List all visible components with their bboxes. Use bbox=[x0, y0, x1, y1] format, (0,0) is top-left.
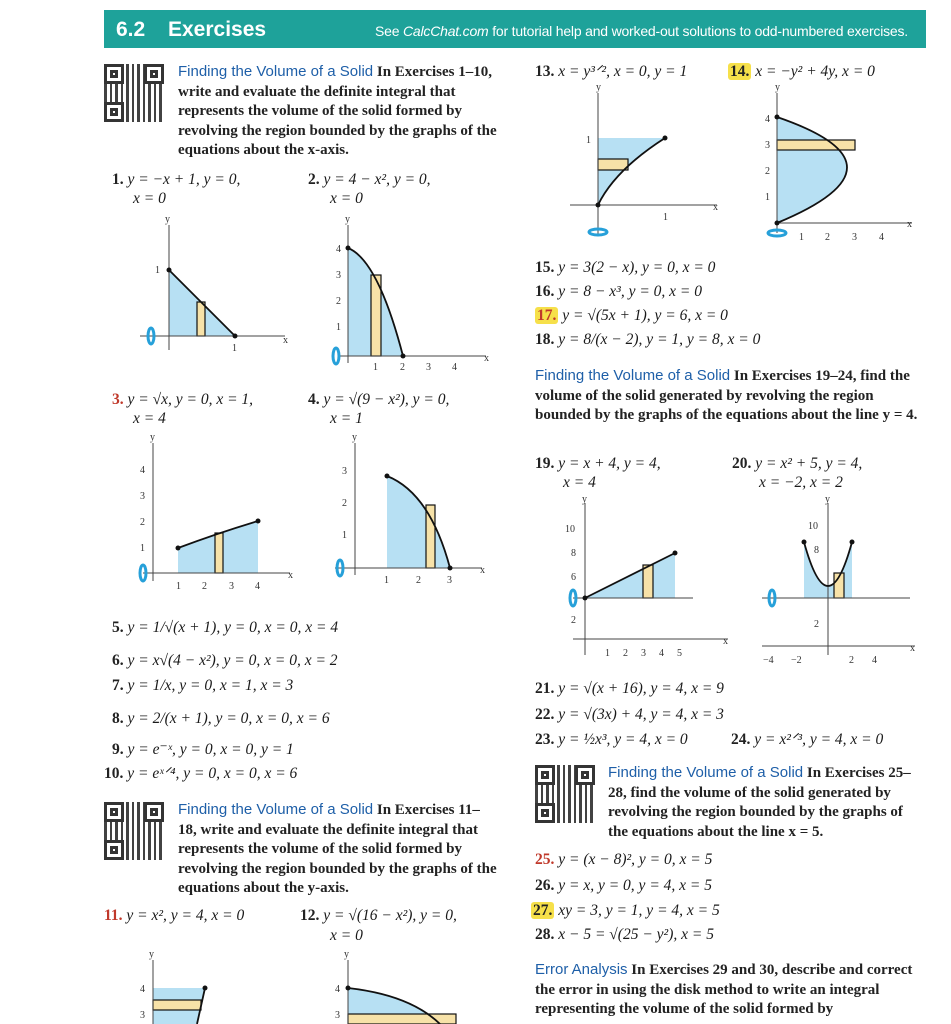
svg-text:2: 2 bbox=[849, 655, 854, 666]
section5-intro bbox=[535, 960, 927, 1020]
exercise-4: 4. y = √(9 − x²), y = 0, bbox=[308, 391, 450, 408]
graph-ex12 bbox=[330, 950, 460, 1024]
section5-text: In Exercises 29 and 30, describe and correct the error in using the disk method to write an integral representing the volume of the solid formed by bbox=[535, 962, 913, 1017]
svg-text:−2: −2 bbox=[791, 655, 802, 666]
section2-heading: Finding the Volume of a Solid bbox=[178, 801, 374, 818]
banner-note: See CalcChat.com for tutorial help and worked-out solutions to odd-numbered exercises. bbox=[375, 23, 908, 39]
exercise-20-line2: x = −2, x = 2 bbox=[759, 474, 843, 491]
section1-heading: Finding the Volume of a Solid bbox=[178, 63, 374, 80]
exercise-22: 22. y = √(3x) + 4, y = 4, x = 3 bbox=[535, 706, 724, 723]
exercise-3: 3. y = √x, y = 0, x = 1, bbox=[112, 391, 254, 408]
exercise-2: 2. y = 4 − x², y = 0, bbox=[308, 171, 431, 188]
graph-ex14 bbox=[757, 82, 917, 245]
section3-intro bbox=[535, 366, 927, 426]
svg-text:y: y bbox=[582, 494, 587, 505]
graph-ex20 bbox=[760, 495, 920, 665]
svg-text:3: 3 bbox=[342, 466, 347, 477]
section1-intro bbox=[178, 62, 498, 161]
exercise-26: 26. y = x, y = 0, y = 4, x = 5 bbox=[535, 877, 712, 894]
exercise-23: 23. y = ½x³, y = 4, x = 0 bbox=[535, 731, 688, 748]
svg-text:8: 8 bbox=[571, 548, 576, 559]
section4-heading: Finding the Volume of a Solid bbox=[608, 764, 804, 781]
section2-intro bbox=[178, 800, 498, 899]
svg-text:1: 1 bbox=[155, 265, 160, 276]
svg-text:1: 1 bbox=[663, 212, 668, 223]
svg-text:x: x bbox=[480, 565, 485, 576]
exercise-24: 24. y = x²ᐟ³, y = 4, x = 0 bbox=[731, 731, 884, 748]
svg-text:y: y bbox=[345, 214, 350, 225]
svg-text:2: 2 bbox=[825, 232, 830, 243]
graph-ex3 bbox=[138, 432, 298, 592]
section2-text: In Exercises 11–18, write and evaluate the definite integral that represents the volume of the solid formed by revolving the region bounded by the graphs of the equations about the y-axis. bbox=[178, 802, 497, 896]
svg-text:1: 1 bbox=[586, 135, 591, 146]
exercise-21: 21. y = √(x + 16), y = 4, x = 9 bbox=[535, 680, 724, 697]
svg-text:x: x bbox=[713, 202, 718, 213]
exercise-12: 12. y = √(16 − x²), y = 0, bbox=[300, 907, 457, 924]
svg-text:4: 4 bbox=[879, 232, 884, 243]
svg-text:3: 3 bbox=[641, 648, 646, 659]
svg-text:y: y bbox=[165, 214, 170, 225]
graph-ex1 bbox=[135, 215, 295, 355]
svg-text:x: x bbox=[723, 636, 728, 647]
qr-code[interactable] bbox=[104, 64, 164, 122]
exercise-3-line2: x = 4 bbox=[133, 410, 166, 427]
svg-text:y: y bbox=[149, 949, 154, 960]
svg-text:4: 4 bbox=[452, 362, 457, 373]
svg-text:3: 3 bbox=[426, 362, 431, 373]
exercise-10: 10. y = eˣᐟ⁴, y = 0, x = 0, x = 6 bbox=[104, 765, 298, 782]
svg-text:2: 2 bbox=[765, 166, 770, 177]
exercise-11: 11. y = x², y = 4, x = 0 bbox=[104, 907, 245, 924]
svg-text:2: 2 bbox=[623, 648, 628, 659]
exercise-28: 28. x − 5 = √(25 − y²), x = 5 bbox=[535, 926, 714, 943]
svg-text:4: 4 bbox=[765, 114, 770, 125]
svg-text:3: 3 bbox=[765, 140, 770, 151]
section4-intro bbox=[608, 763, 926, 842]
svg-text:1: 1 bbox=[765, 192, 770, 203]
exercise-19: 19. y = x + 4, y = 4, bbox=[535, 455, 661, 472]
svg-text:2: 2 bbox=[400, 362, 405, 373]
section1-text: In Exercises 1–10, write and evaluate the definite integral that represents the volume of the solid formed by revolving the region bounded by the graphs of the equations about the x-axis. bbox=[178, 64, 497, 158]
exercise-6: 6. y = x√(4 − x²), y = 0, x = 0, x = 2 bbox=[112, 652, 338, 669]
svg-text:1: 1 bbox=[336, 322, 341, 333]
svg-text:3: 3 bbox=[447, 575, 452, 586]
graph-ex4 bbox=[330, 432, 490, 586]
svg-text:x: x bbox=[283, 335, 288, 346]
svg-text:3: 3 bbox=[140, 1010, 145, 1021]
svg-text:x: x bbox=[484, 353, 489, 364]
svg-text:2: 2 bbox=[342, 498, 347, 509]
svg-text:x: x bbox=[907, 219, 912, 230]
exercise-15: 15. y = 3(2 − x), y = 0, x = 0 bbox=[535, 259, 716, 276]
section5-heading: Error Analysis bbox=[535, 961, 628, 978]
exercise-16: 16. y = 8 − x³, y = 0, x = 0 bbox=[535, 283, 703, 300]
exercise-7: 7. y = 1/x, y = 0, x = 1, x = 3 bbox=[112, 677, 294, 694]
svg-text:4: 4 bbox=[335, 984, 340, 995]
svg-text:y: y bbox=[775, 82, 780, 93]
svg-text:1: 1 bbox=[373, 362, 378, 373]
exercise-27: 27. xy = 3, y = 1, y = 4, x = 5 bbox=[533, 902, 720, 919]
svg-text:2: 2 bbox=[202, 581, 207, 592]
qr-code-2[interactable] bbox=[104, 802, 164, 860]
graph-ex11 bbox=[135, 950, 255, 1024]
svg-text:10: 10 bbox=[808, 521, 818, 532]
svg-text:1: 1 bbox=[384, 575, 389, 586]
svg-text:2: 2 bbox=[140, 517, 145, 528]
svg-text:3: 3 bbox=[140, 491, 145, 502]
svg-text:5: 5 bbox=[677, 648, 682, 659]
svg-text:x: x bbox=[288, 570, 293, 581]
graph-ex19 bbox=[563, 495, 733, 665]
section3-text: In Exercises 19–24, find the volume of the solid generated by revolving the region bounded by the graphs of the equations about the line y = 4. bbox=[535, 368, 918, 423]
svg-text:2: 2 bbox=[814, 619, 819, 630]
svg-text:1: 1 bbox=[140, 543, 145, 554]
svg-text:y: y bbox=[825, 494, 830, 505]
section-title: Exercises bbox=[168, 18, 267, 41]
exercise-4-line2: x = 1 bbox=[330, 410, 363, 427]
exercise-25: 25. y = (x − 8)², y = 0, x = 5 bbox=[535, 851, 713, 868]
svg-text:1: 1 bbox=[605, 648, 610, 659]
exercise-20: 20. y = x² + 5, y = 4, bbox=[732, 455, 863, 472]
svg-text:x: x bbox=[910, 643, 915, 654]
calcchat-link[interactable]: CalcChat.com bbox=[403, 23, 489, 39]
exercise-8: 8. y = 2/(x + 1), y = 0, x = 0, x = 6 bbox=[112, 710, 330, 727]
svg-text:10: 10 bbox=[565, 524, 575, 535]
svg-text:3: 3 bbox=[852, 232, 857, 243]
svg-text:4: 4 bbox=[659, 648, 664, 659]
svg-text:1: 1 bbox=[342, 530, 347, 541]
exercise-13: 13. x = y³ᐟ², x = 0, y = 1 bbox=[535, 63, 688, 80]
svg-text:4: 4 bbox=[872, 655, 877, 666]
svg-text:3: 3 bbox=[335, 1010, 340, 1021]
exercise-17: 17. y = √(5x + 1), y = 6, x = 0 bbox=[537, 307, 728, 324]
svg-text:4: 4 bbox=[140, 465, 145, 476]
svg-text:4: 4 bbox=[140, 984, 145, 995]
svg-text:2: 2 bbox=[416, 575, 421, 586]
section-banner bbox=[104, 10, 926, 48]
exercise-18: 18. y = 8/(x − 2), y = 1, y = 8, x = 0 bbox=[535, 331, 761, 348]
qr-code-3[interactable] bbox=[535, 765, 595, 823]
svg-text:y: y bbox=[596, 82, 601, 93]
section3-heading: Finding the Volume of a Solid bbox=[535, 367, 731, 384]
svg-text:4: 4 bbox=[336, 244, 341, 255]
graph-ex2 bbox=[318, 214, 489, 373]
svg-text:y: y bbox=[150, 432, 155, 443]
svg-text:2: 2 bbox=[336, 296, 341, 307]
svg-text:−4: −4 bbox=[763, 655, 774, 666]
svg-text:1: 1 bbox=[232, 343, 237, 354]
svg-text:y: y bbox=[352, 432, 357, 443]
exercise-1-line2: x = 0 bbox=[133, 190, 166, 207]
exercise-9: 9. y = e⁻ˣ, y = 0, x = 0, y = 1 bbox=[112, 741, 294, 758]
svg-text:3: 3 bbox=[336, 270, 341, 281]
svg-text:1: 1 bbox=[176, 581, 181, 592]
exercise-2-line2: x = 0 bbox=[330, 190, 363, 207]
svg-text:6: 6 bbox=[571, 572, 576, 583]
svg-text:y: y bbox=[344, 949, 349, 960]
exercise-14: 14. x = −y² + 4y, x = 0 bbox=[730, 63, 875, 80]
svg-text:1: 1 bbox=[799, 232, 804, 243]
svg-text:2: 2 bbox=[571, 615, 576, 626]
exercise-12-line2: x = 0 bbox=[330, 927, 363, 944]
exercise-5: 5. y = 1/√(x + 1), y = 0, x = 0, x = 4 bbox=[112, 619, 339, 636]
exercise-19-line2: x = 4 bbox=[563, 474, 596, 491]
graph-ex13 bbox=[565, 82, 725, 245]
svg-text:4: 4 bbox=[255, 581, 260, 592]
svg-text:3: 3 bbox=[229, 581, 234, 592]
exercise-1: 1. y = −x + 1, y = 0, bbox=[112, 171, 241, 188]
svg-text:8: 8 bbox=[814, 545, 819, 556]
section-number: 6.2 bbox=[116, 18, 146, 41]
section4-text: In Exercises 25–28, find the volume of the solid generated by revolving the region bounded by the graphs of the equations about the line x = 5. bbox=[608, 765, 911, 840]
